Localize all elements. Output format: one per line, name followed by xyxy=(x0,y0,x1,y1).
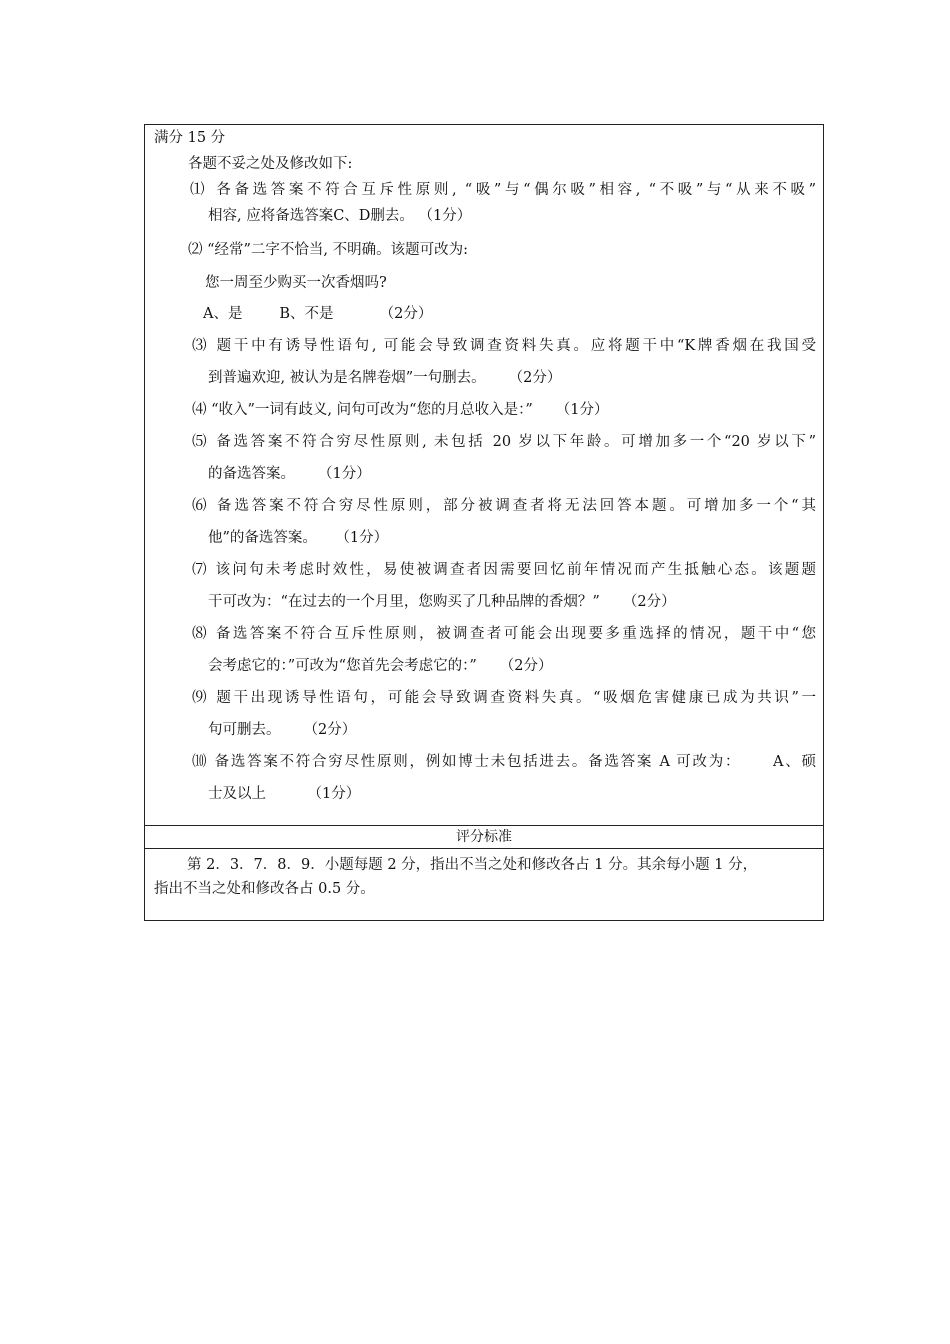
criteria-line-1: 第 2．3．7．8．9．小题每题 2 分，指出不当之处和修改各占 1 分。其余每小题 1 分， xyxy=(187,857,758,873)
item-2-line-1: ⑵ “经常”二字不恰当, 不明确。该题可改为: xyxy=(188,242,469,258)
item-9-line-1: ⑼ 题干出现诱导性语句，可能会导致调查资料失真。“吸烟危害健康已成为共识”一 xyxy=(192,690,816,706)
item-2-line-3: A、是 B、不是 （2分） xyxy=(203,306,433,322)
item-8-line-1: ⑻ 备选答案不符合互斥性原则，被调查者可能会出现要多重选择的情况，题干中“您 xyxy=(192,626,816,642)
full-score: 满分 15 分 xyxy=(154,130,226,146)
item-3-line-2: 到普遍欢迎, 被认为是名牌卷烟”一句删去。 （2分） xyxy=(208,370,562,386)
item-6-line-1: ⑹ 备选答案不符合穷尽性原则，部分被调查者将无法回答本题。可增加多一个“其 xyxy=(192,498,816,514)
answer-table xyxy=(144,124,824,921)
answer-section xyxy=(145,125,823,825)
item-5-line-2: 的备选答案。 （1分） xyxy=(208,466,371,482)
item-2-line-2: 您一周至少购买一次香烟吗? xyxy=(205,275,387,291)
scoring-criteria-header: 评分标准 xyxy=(145,825,823,849)
item-8-line-2: 会考虑它的：”可改为“您首先会考虑它的：” （2分） xyxy=(208,658,553,674)
item-1-line-1: ⑴ 各备选答案不符合互斥性原则, “吸”与“偶尔吸”相容, “不吸”与“从来不吸” xyxy=(190,182,816,198)
item-1-line-2: 相容, 应将备选答案C、D删去。 （1分） xyxy=(208,208,472,224)
item-7-line-1: ⑺ 该问句未考虑时效性，易使被调查者因需要回忆前年情况而产生抵触心态。该题题 xyxy=(192,562,816,578)
item-9-line-2: 句可删去。 （2分） xyxy=(208,722,357,738)
item-4-line-1: ⑷ “收入”一词有歧义, 问句可改为“您的月总收入是：” （1分） xyxy=(192,402,609,418)
criteria-line-2: 指出不当之处和修改各占 0.5 分。 xyxy=(154,881,375,897)
item-6-line-2: 他”的备选答案。 （1分） xyxy=(208,530,389,546)
item-7-line-2: 干可改为：“在过去的一个月里，您购买了几种品牌的香烟？” （2分） xyxy=(208,594,676,610)
scoring-criteria-text xyxy=(154,853,814,901)
item-3-line-1: ⑶ 题干中有诱导性语句, 可能会导致调查资料失真。应将题干中“K牌香烟在我国受 xyxy=(192,338,816,354)
intro-text: 各题不妥之处及修改如下: xyxy=(188,156,353,172)
item-10-line-1: ⑽ 备选答案不符合穷尽性原则，例如博士未包括进去。备选答案 A 可改为： A、硕 xyxy=(192,754,816,770)
item-10-line-2: 士及以上 （1分） xyxy=(208,786,361,802)
item-5-line-1: ⑸ 备选答案不符合穷尽性原则, 未包括 20 岁以下年龄。可增加多一个“20 岁以下” xyxy=(192,434,816,450)
